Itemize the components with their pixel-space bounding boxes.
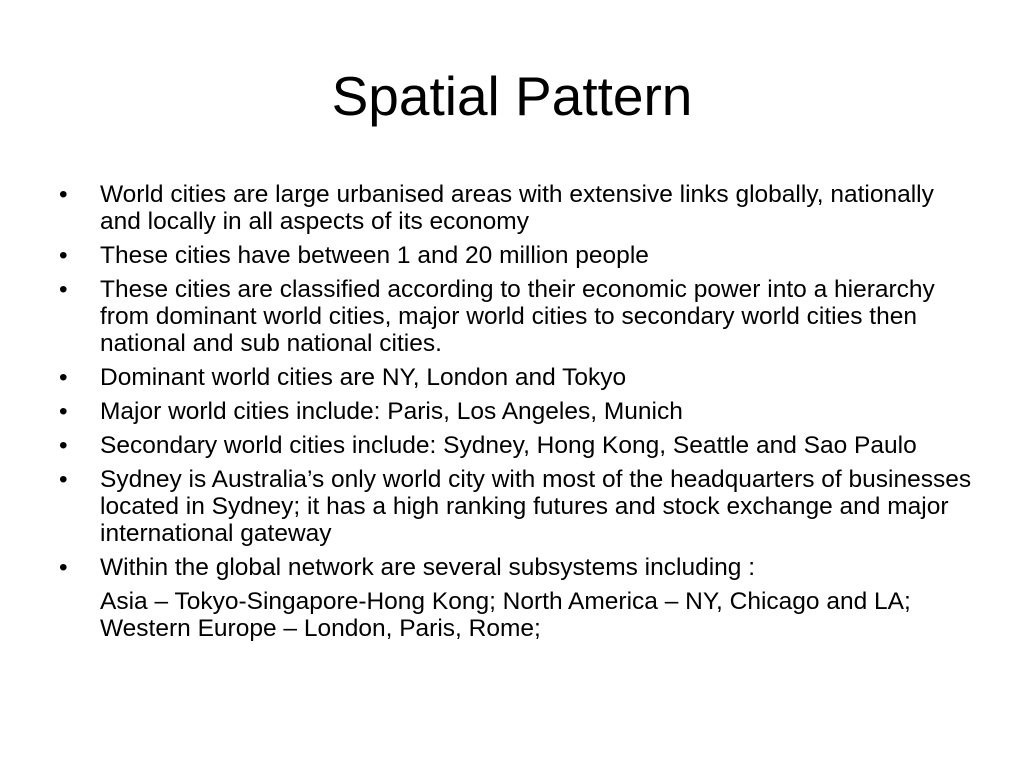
bullet-icon: • bbox=[59, 432, 68, 459]
bullet-text: These cities have between 1 and 20 million people bbox=[100, 242, 649, 269]
bullet-text: Within the global network are several subsystems including : bbox=[100, 554, 756, 581]
bullet-icon: • bbox=[59, 276, 68, 303]
bullet-continuation-text: Asia – Tokyo-Singapore-Hong Kong; North America – NY, Chicago and LA; Western Europe – London, Paris, Rome; bbox=[100, 588, 911, 642]
bullet-item bbox=[59, 398, 979, 425]
bullet-text: Secondary world cities include: Sydney, Hong Kong, Seattle and Sao Paulo bbox=[100, 432, 917, 459]
bullet-text: These cities are classified according to their economic power into a hierarchy from dominant world cities, major world cities to secondary world cities then national and sub national cities. bbox=[100, 276, 935, 357]
bullet-text: Major world cities include: Paris, Los Angeles, Munich bbox=[100, 398, 683, 425]
bullet-icon: • bbox=[59, 466, 68, 493]
bullet-item bbox=[59, 432, 979, 459]
bullet-item bbox=[59, 276, 979, 357]
bullet-item bbox=[59, 181, 979, 235]
bullet-item bbox=[59, 554, 979, 581]
bullet-icon: • bbox=[59, 364, 68, 391]
bullet-text: Dominant world cities are NY, London and Tokyo bbox=[100, 364, 627, 391]
bullet-icon: • bbox=[59, 181, 68, 208]
bullet-item bbox=[59, 466, 979, 547]
bullet-item bbox=[59, 242, 979, 269]
bullet-icon: • bbox=[59, 554, 68, 581]
bullet-icon: • bbox=[59, 242, 68, 269]
bullet-item bbox=[59, 364, 979, 391]
bullet-text: Sydney is Australia’s only world city with most of the headquarters of businesses located in Sydney; it has a high ranking futures and stock exchange and major international gateway bbox=[100, 466, 972, 547]
bullet-text: World cities are large urbanised areas with extensive links globally, nationally and locally in all aspects of its economy bbox=[100, 181, 934, 235]
bullet-icon: • bbox=[59, 398, 68, 425]
slide-title: Spatial Pattern bbox=[331, 65, 693, 127]
bullet-list bbox=[59, 181, 979, 642]
